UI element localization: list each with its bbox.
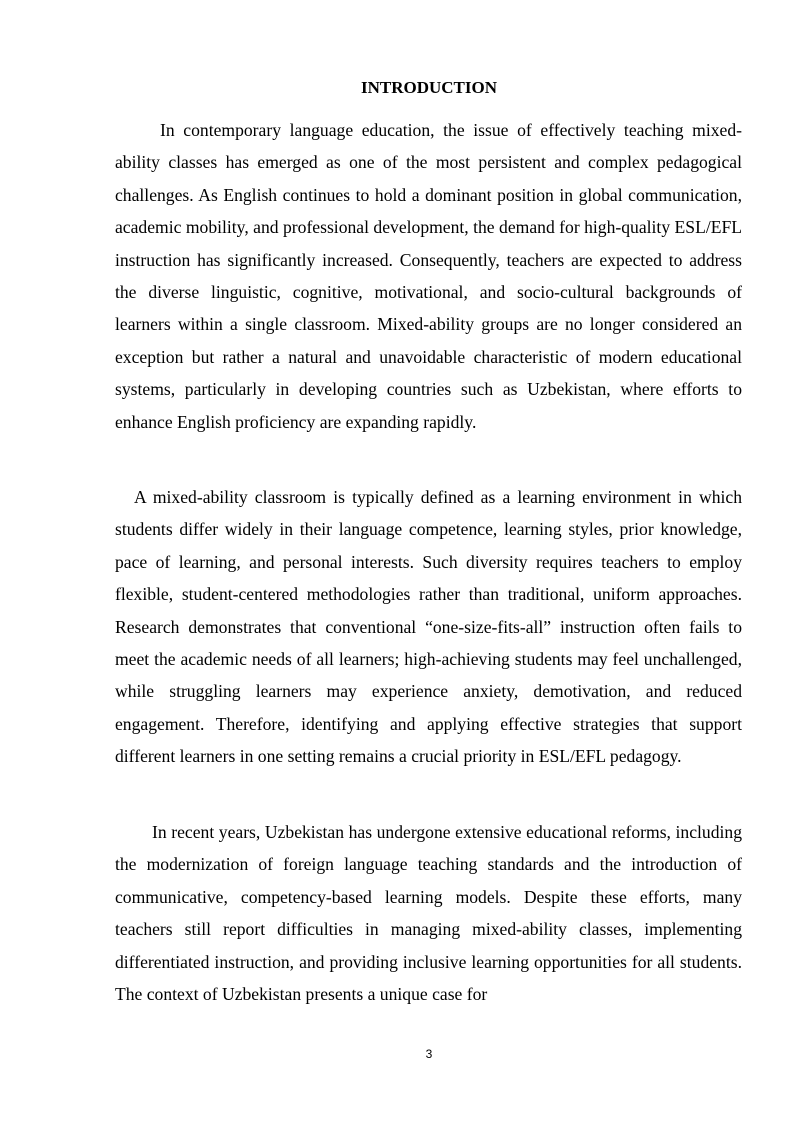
paragraph-3: In recent years, Uzbekistan has undergone extensive educational reforms, including the modernization of foreign language teaching standards and the introduction of communicative, competency-based learning models. Despite these efforts, many teachers still report difficulties in managing mixed-ability classes, implementing differentiated instruction, and providing inclusive learning opportunities for all students. The context of Uzbekistan presents a unique case for <box>115 822 742 1005</box>
section-heading: INTRODUCTION <box>360 78 498 97</box>
page-number: 3 <box>425 1047 433 1061</box>
paragraph-2: A mixed-ability classroom is typically defined as a learning environment in which students differ widely in their language competence, learning styles, prior knowledge, pace of learning, and personal interests. Such diversity requires teachers to employ flexible, student-centered methodologies rather than traditional, uniform approaches. Research demonstrates that conventional “one-size-fits-all” instruction often fails to meet the academic needs of all learners; high-achieving students may feel unchallenged, while struggling learners may experience anxiety, demotivation, and reduced engagement. Therefore, identifying and applying effective strategies that support different learners in one setting remains a crucial priority in ESL/EFL pedagogy. <box>115 487 742 767</box>
paragraph-1: In contemporary language education, the issue of effectively teaching mixed-ability classes has emerged as one of the most persistent and complex pedagogical challenges. As English continues to hold a dominant position in global communication, academic mobility, and professional development, the demand for high-quality ESL/EFL instruction has significantly increased. Consequently, teachers are expected to address the diverse linguistic, cognitive, motivational, and socio-cultural backgrounds of learners within a single classroom. Mixed-ability groups are no longer considered an exception but rather a natural and unavoidable characteristic of modern educational systems, particularly in developing countries such as Uzbekistan, where efforts to enhance English proficiency are expanding rapidly. <box>115 120 742 432</box>
